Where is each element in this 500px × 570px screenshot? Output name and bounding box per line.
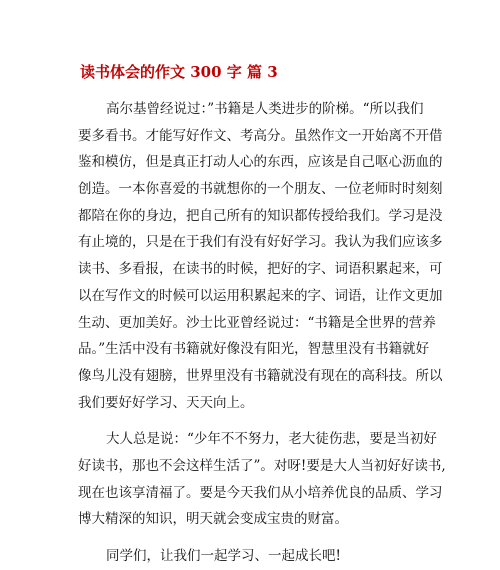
- paragraph-line: 同学们，让我们一起学习、一起成长吧!: [106, 548, 341, 564]
- paragraph-line: 品。”生活中没有书籍就好像没有阳光，智慧里没有书籍就好: [78, 341, 430, 358]
- paragraph-2: [78, 426, 446, 533]
- paragraph-line: 现在也该享清福了。要是今天我们从小培养优良的品质、学习: [78, 484, 443, 501]
- paragraph-line: 博大精深的知识，明天就会变成宝贵的财富。: [78, 511, 348, 528]
- paragraph-line: 读书、多看报，在读书的时候，把好的字、词语积累起来，可: [78, 261, 443, 278]
- paragraph-line: 有止境的，只是在于我们有没有好好学习。我认为我们应该多: [78, 234, 443, 251]
- paragraph-line: 生动、更加美好。沙士比亚曾经说过：“书籍是全世界的营养: [78, 314, 436, 331]
- paragraph-line: 好读书，那也不会这样生活了”。对呀!要是大人当初好好读书,: [78, 457, 446, 474]
- paragraph-1: [78, 96, 443, 416]
- paragraph-line: 我们要好好学习、天天向上。: [78, 394, 254, 411]
- document-title: 读书体会的作文 300 字 篇 3: [80, 63, 278, 81]
- paragraph-line: 要多看书。才能写好作文、考高分。虽然作文一开始离不开借: [78, 127, 443, 144]
- paragraph-line: 大人总是说：“少年不不努力，老大徒伤悲，要是当初好: [106, 431, 437, 448]
- paragraph-line: 鉴和模仿，但是真正打动人心的东西，应该是自己呕心沥血的: [78, 154, 443, 171]
- paragraph-spacer: [78, 416, 428, 426]
- document-body: [78, 96, 446, 570]
- paragraph-line: 像鸟儿没有翅膀，世界里没有书籍就没有现在的高科技。所以: [78, 367, 443, 384]
- paragraph-line: 都陪在你的身边，把自己所有的知识都传授给我们。学习是没: [78, 207, 443, 224]
- paragraph-line: 以在写作文的时候可以运用积累起来的字、词语，让作文更加: [78, 287, 443, 304]
- paragraph-line: 高尔基曾经说过：”书籍是人类进步的阶梯。“所以我们: [106, 101, 424, 117]
- paragraph-line: 创造。一本你喜爱的书就想你的一个朋友、一位老师时时刻刻: [78, 181, 443, 198]
- paragraph-spacer: [78, 533, 428, 543]
